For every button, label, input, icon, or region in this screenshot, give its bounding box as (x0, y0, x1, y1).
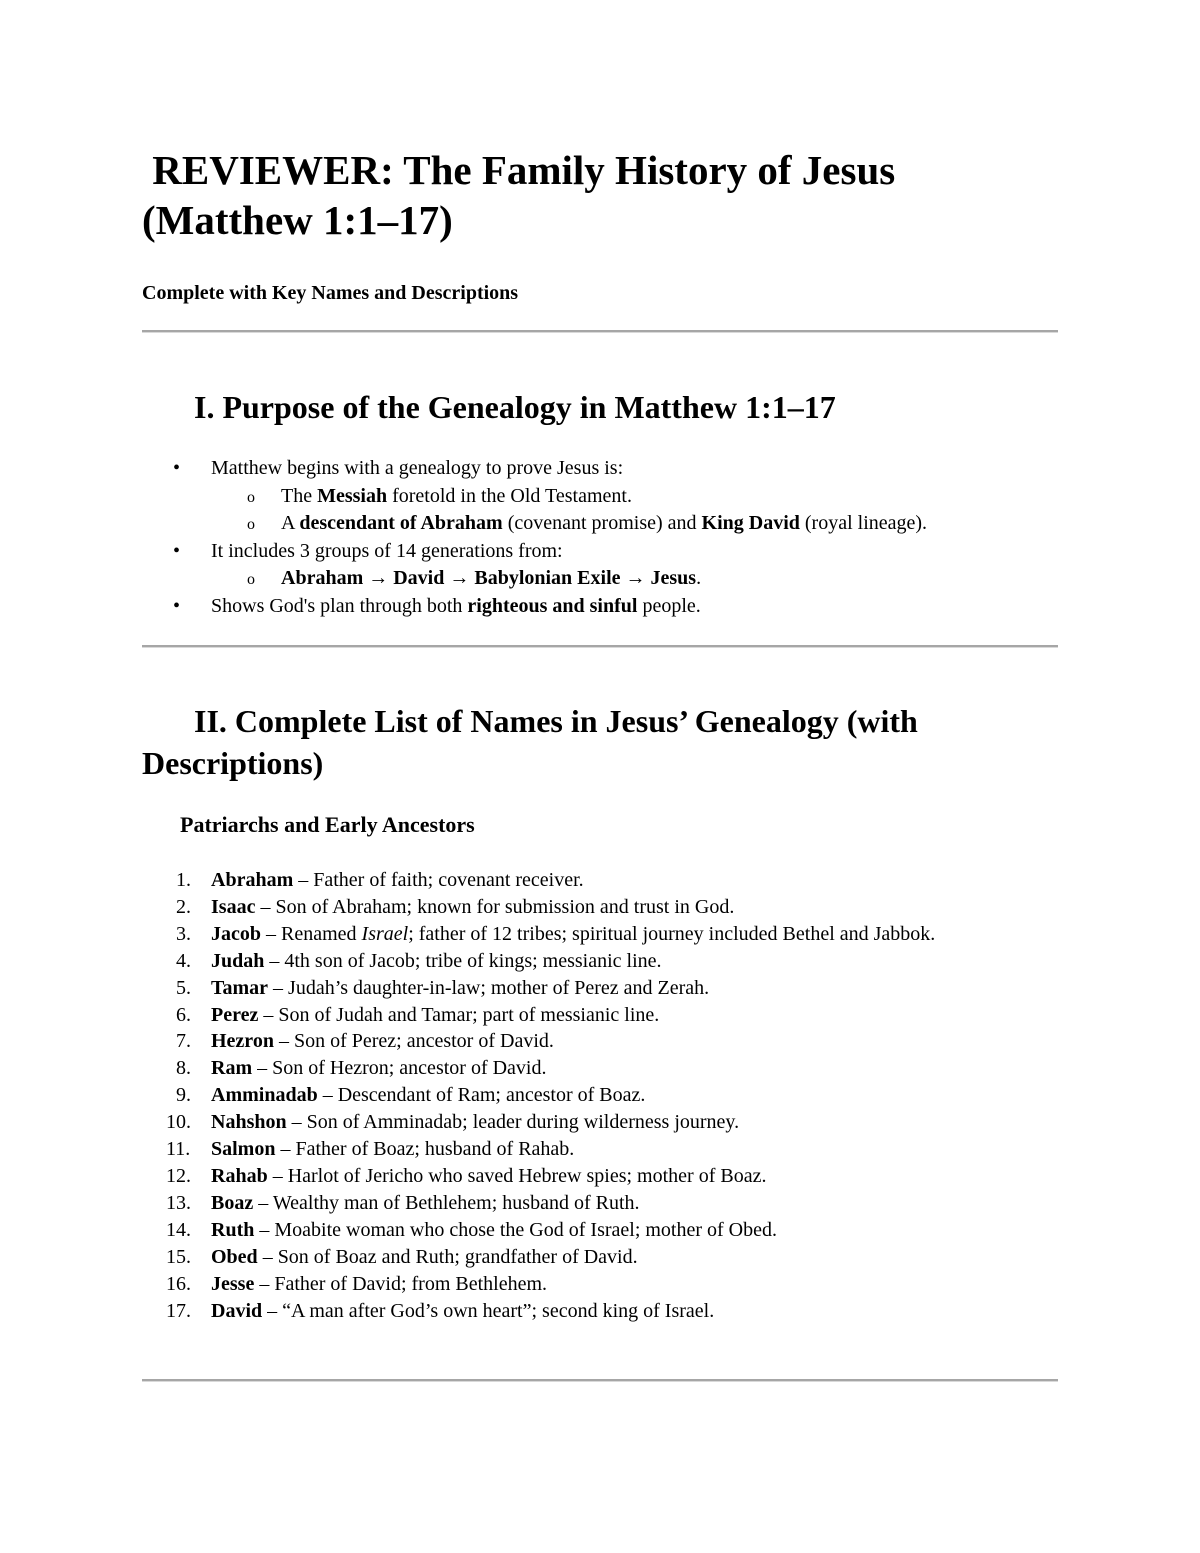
list-item (142, 1136, 1042, 1163)
list-number: 7. (176, 1030, 191, 1053)
person-name: David (211, 1299, 263, 1322)
names-list (142, 867, 1042, 1324)
person-name: Abraham (211, 869, 294, 891)
bold-text: Messiah (317, 484, 388, 507)
person-name: Tamar (211, 976, 269, 999)
person-description: – Moabite woman who chose the God of Israel; mother of Obed. (254, 1218, 778, 1241)
list-number: 5. (176, 976, 191, 999)
list-number: 8. (176, 1057, 191, 1080)
person-description: – Renamed (261, 922, 362, 945)
list-item (142, 1298, 1042, 1325)
person-name: Jacob (211, 922, 261, 945)
list-number: 3. (176, 922, 191, 945)
list-number: 13. (166, 1191, 191, 1214)
person-name: Isaac (211, 895, 256, 918)
person-name: Nahshon (211, 1111, 287, 1134)
bullet-text: Matthew begins with a genealogy to prove Jesus is: (211, 457, 624, 479)
person-name: Perez (211, 1003, 259, 1026)
bold-text: righteous and sinful (467, 594, 638, 617)
list-item (142, 1217, 1042, 1244)
list-item (142, 1190, 1042, 1217)
text-run: (covenant promise) and (502, 512, 702, 534)
list-item (142, 1002, 1042, 1029)
person-name: Ram (211, 1057, 253, 1080)
section-heading-names (142, 700, 1042, 784)
person-name: Obed (211, 1245, 258, 1268)
list-item (142, 867, 1042, 894)
person-name: Amminadab (211, 1084, 318, 1107)
document-subtitle: Complete with Key Names and Descriptions (142, 282, 519, 304)
horizontal-rule (142, 330, 1058, 333)
list-number: 2. (176, 895, 191, 918)
list-number: 15. (166, 1245, 191, 1268)
list-number: 9. (176, 1084, 191, 1107)
document-title-text: REVIEWER: The Family History of Jesus (Matthew 1:1–17) (142, 147, 896, 243)
sub-bullet-item (210, 483, 1052, 511)
person-description: – Son of Boaz and Ruth; grandfather of David. (257, 1245, 638, 1268)
horizontal-rule (142, 645, 1058, 648)
bold-text: King David (701, 512, 800, 534)
person-name: Jesse (211, 1272, 255, 1295)
bold-text: descendant of Abraham (299, 512, 503, 534)
horizontal-rule (142, 1379, 1058, 1382)
italic-text: Israel (361, 922, 409, 945)
list-number: 4. (176, 949, 191, 972)
person-name: Rahab (211, 1164, 268, 1187)
list-item (142, 894, 1042, 921)
list-number: 10. (166, 1111, 191, 1134)
document-title (142, 145, 1042, 245)
list-item (142, 921, 1042, 948)
person-name: Hezron (211, 1030, 274, 1053)
person-description: – Father of Boaz; husband of Rahab. (275, 1138, 575, 1161)
person-name: Judah (211, 949, 265, 972)
text-run: A (281, 512, 300, 534)
person-description: – 4th son of Jacob; tribe of kings; messianic line. (264, 949, 662, 972)
list-item (142, 1082, 1042, 1109)
person-description: – Father of faith; covenant receiver. (293, 869, 584, 891)
bullet-item (142, 538, 1052, 593)
list-item (142, 1244, 1042, 1271)
person-description: – Wealthy man of Bethlehem; husband of Ruth. (253, 1191, 640, 1214)
text-run: . (696, 567, 702, 589)
sub-bullet-item (210, 510, 1052, 538)
purpose-bullet-list (142, 455, 1052, 620)
bullet-item (142, 593, 1052, 621)
person-description: – Son of Hezron; ancestor of David. (252, 1057, 547, 1080)
bullet-item (142, 455, 1052, 538)
text-run: people. (637, 594, 701, 617)
person-name: Ruth (211, 1218, 255, 1241)
list-item (142, 948, 1042, 975)
person-description: – “A man after God’s own heart”; second king of Israel. (262, 1299, 715, 1322)
list-number: 12. (166, 1164, 191, 1187)
person-description: ; father of 12 tribes; spiritual journey included Bethel and Jabbok. (408, 922, 936, 945)
group-heading: Patriarchs and Early Ancestors (180, 812, 475, 837)
person-description: – Judah’s daughter-in-law; mother of Perez and Zerah. (268, 976, 710, 999)
section-heading-purpose (142, 386, 1042, 428)
text-run: The (281, 484, 318, 507)
list-item (142, 1028, 1042, 1055)
list-item (142, 1109, 1042, 1136)
list-item (142, 1055, 1042, 1082)
list-number: 6. (176, 1003, 191, 1026)
list-number: 14. (166, 1218, 191, 1241)
person-description: – Son of Perez; ancestor of David. (273, 1030, 554, 1053)
bullet-text: It includes 3 groups of 14 generations from: (211, 539, 563, 562)
section-heading-names-text: II. Complete List of Names in Jesus’ Genealogy (with Descriptions) (142, 703, 918, 781)
list-number: 17. (166, 1299, 191, 1322)
person-description: – Father of David; from Bethlehem. (254, 1272, 548, 1295)
sub-bullet-item (210, 565, 1052, 593)
list-item (142, 975, 1042, 1002)
list-number: 16. (166, 1272, 191, 1295)
list-item (142, 1163, 1042, 1190)
bold-text: Abraham → David → Babylonian Exile → Jesus (281, 567, 697, 589)
list-number: 1. (176, 869, 191, 891)
person-description: – Son of Judah and Tamar; part of messianic line. (258, 1003, 660, 1026)
person-name: Salmon (211, 1138, 276, 1161)
person-name: Boaz (211, 1191, 254, 1214)
list-number: 11. (166, 1138, 191, 1161)
text-run: (royal lineage). (799, 512, 928, 534)
sub-bullet-list (211, 483, 1052, 538)
person-description: – Son of Abraham; known for submission and trust in God. (255, 895, 735, 918)
text-run: foretold in the Old Testament. (387, 484, 632, 507)
person-description: – Son of Amminadab; leader during wilderness journey. (286, 1111, 740, 1134)
text-run: Shows God's plan through both (211, 594, 468, 617)
person-description: – Harlot of Jericho who saved Hebrew spies; mother of Boaz. (267, 1164, 767, 1187)
person-description: – Descendant of Ram; ancestor of Boaz. (317, 1084, 646, 1107)
sub-bullet-list (211, 565, 1052, 593)
list-item (142, 1271, 1042, 1298)
section-heading-purpose-text: I. Purpose of the Genealogy in Matthew 1:1–17 (194, 389, 836, 425)
